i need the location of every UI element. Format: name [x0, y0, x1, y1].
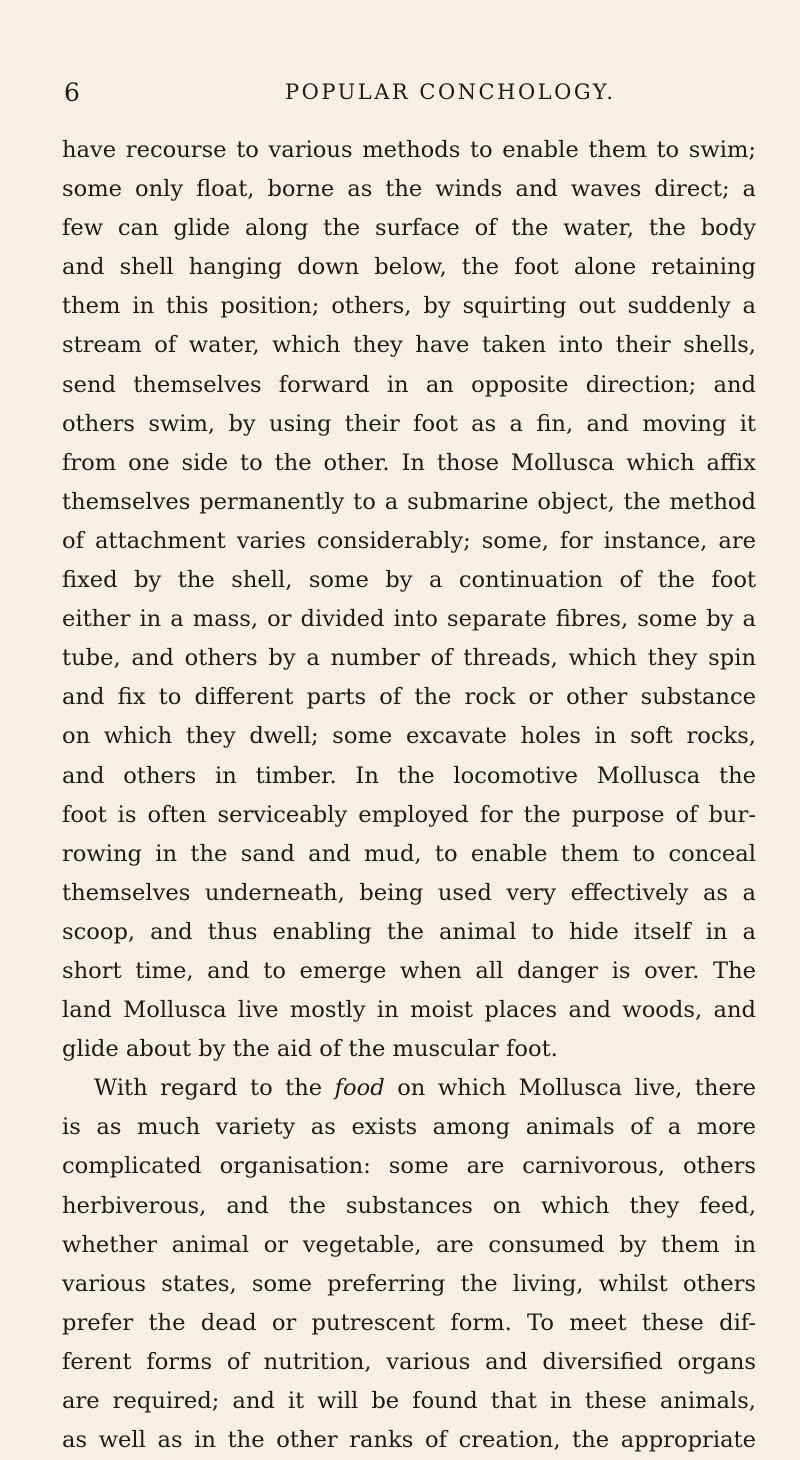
text-line: prefer the dead or putrescent form. To meet these dif-: [62, 1309, 756, 1336]
italic-word: food: [334, 1075, 385, 1102]
text-line: and fix to different parts of the rock or other substance: [62, 684, 756, 711]
text-line: send themselves forward in an opposite direction; and: [62, 371, 756, 398]
text-line: foot is often serviceably employed for the purpose of bur-: [62, 801, 756, 828]
body-text: [62, 131, 756, 1460]
page-header: [40, 78, 760, 118]
text-line: complicated organisation: some are carnivorous, others: [62, 1153, 756, 1180]
text-line: stream of water, which they have taken into their shells,: [62, 332, 756, 359]
text-line: various states, some preferring the living, whilst others: [62, 1270, 756, 1297]
text-line: and shell hanging down below, the foot alone retaining: [62, 254, 756, 281]
text-line: scoop, and thus enabling the animal to hide itself in a: [62, 918, 756, 945]
text-line: as well as in the other ranks of creation, the appropriate: [62, 1427, 756, 1454]
text-line: either in a mass, or divided into separate fibres, some by a: [62, 606, 756, 633]
text-line: fixed by the shell, some by a continuation of the foot: [62, 567, 756, 594]
text-line: are required; and it will be found that in these animals,: [62, 1388, 756, 1414]
text-fragment: With regard to the: [94, 1075, 323, 1102]
text-line: have recourse to various methods to enable them to swim;: [62, 137, 756, 163]
running-title: POPULAR CONCHOLOGY.: [285, 80, 616, 104]
text-line: glide about by the aid of the muscular foot.: [62, 1036, 558, 1063]
text-line: is as much variety as exists among animals of a more: [62, 1114, 756, 1141]
text-line: tube, and others by a number of threads, which they spin: [62, 645, 756, 672]
text-line: whether animal or vegetable, are consumed by them in: [62, 1231, 756, 1258]
text-line: themselves permanently to a submarine object, the method: [62, 488, 756, 515]
paragraph-start-line: [62, 1069, 756, 1108]
text-line: and others in timber. In the locomotive Mollusca the: [62, 762, 756, 789]
text-line: of attachment varies considerably; some, for instance, are: [62, 527, 756, 554]
text-line: rowing in the sand and mud, to enable them to conceal: [62, 840, 756, 867]
text-line: them in this position; others, by squirting out suddenly a: [62, 293, 756, 320]
text-line: themselves underneath, being used very effectively as a: [62, 879, 756, 906]
text-line: on which they dwell; some excavate holes in soft rocks,: [62, 723, 756, 750]
text-line: some only float, borne as the winds and waves direct; a: [62, 176, 756, 203]
text-line: others swim, by using their foot as a fin, and moving it: [62, 410, 756, 437]
text-fragment: on which Mollusca live, there: [397, 1075, 756, 1102]
page-number: 6: [64, 78, 81, 107]
text-line: land Mollusca live mostly in moist places and woods, and: [62, 997, 756, 1024]
text-line: herbiverous, and the substances on which they feed,: [62, 1192, 756, 1219]
text-line: few can glide along the surface of the water, the body: [62, 215, 756, 242]
text-line: from one side to the other. In those Mollusca which affix: [62, 449, 756, 476]
text-line: short time, and to emerge when all danger is over. The: [62, 957, 756, 984]
text-line: ferent forms of nutrition, various and diversified organs: [62, 1348, 756, 1375]
